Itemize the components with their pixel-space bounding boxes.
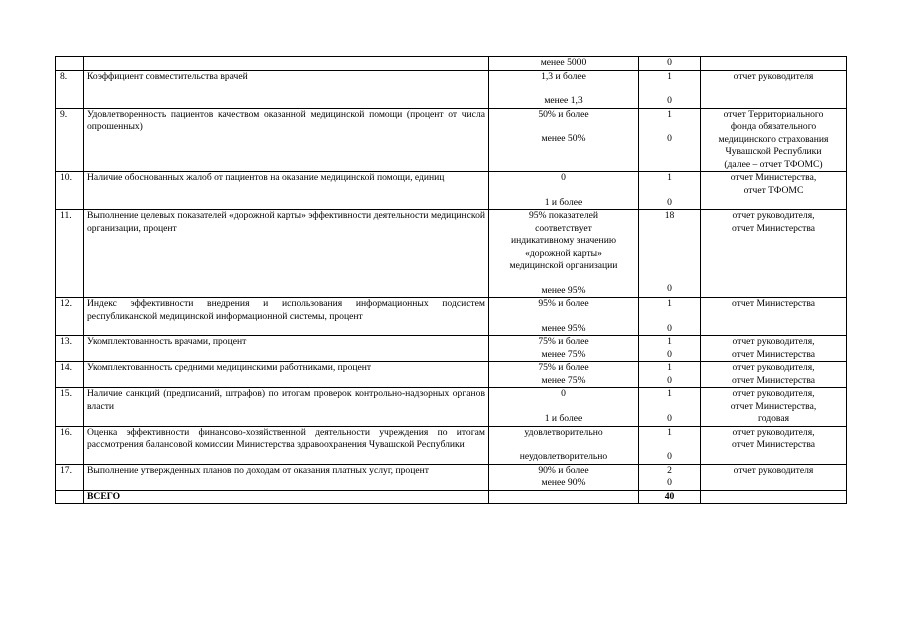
table-row [56,388,847,427]
criterion-score: 1 0 [639,108,701,172]
row-number [56,490,84,504]
criterion-value: 0 1 и более [489,172,639,210]
criterion-score: 1 0 [639,426,701,464]
row-number: 17. [56,464,84,490]
criterion-value: 90% и более менее 90% [489,464,639,490]
criterion-source [701,57,847,71]
table-row [56,298,847,336]
criterion-source: отчет руководителя [701,464,847,490]
criterion-value: 0 1 и более [489,388,639,427]
criterion-name: Выполнение утвержденных планов по доходам от оказания платных услуг, процент [84,464,489,490]
table-row [56,210,847,298]
table-row [56,57,847,71]
criterion-score: 1 0 [639,362,701,388]
criterion-source: отчет руководителя [701,70,847,108]
criteria-table [55,56,847,504]
criterion-source [701,490,847,504]
table-row [56,108,847,172]
criterion-value: 95% и более менее 95% [489,298,639,336]
criterion-value: 75% и более менее 75% [489,362,639,388]
criterion-source: отчет Министерства [701,298,847,336]
criterion-name: Оценка эффективности финансово-хозяйственной деятельности учреждения по итогам рассмотрения балансовой комиссии Министерства здравоохранения Чувашской Республики [84,426,489,464]
criterion-name: Коэффициент совместительства врачей [84,70,489,108]
row-number: 9. [56,108,84,172]
table-row [56,362,847,388]
criterion-source: отчет руководителя, отчет Министерства [701,426,847,464]
criterion-source: отчет руководителя, отчет Министерства, годовая [701,388,847,427]
criterion-value: менее 5000 [489,57,639,71]
criterion-value [489,490,639,504]
criterion-name [84,57,489,71]
criterion-name: Наличие санкций (предписаний, штрафов) по итогам проверок контрольно-надзорных органов власти [84,388,489,427]
criterion-score: 18 0 [639,210,701,298]
total-score: 40 [639,490,701,504]
row-number: 10. [56,172,84,210]
row-number: 11. [56,210,84,298]
row-number: 16. [56,426,84,464]
table-row [56,172,847,210]
row-number: 13. [56,336,84,362]
table-row [56,70,847,108]
criterion-source: отчет руководителя, отчет Министерства [701,210,847,298]
criterion-name: Индекс эффективности внедрения и использования информационных подсистем республиканской медицинской информационной системы, процент [84,298,489,336]
table-row [56,426,847,464]
criterion-name: Удовлетворенность пациентов качеством оказанной медицинской помощи (процент от числа опрошенных) [84,108,489,172]
criterion-score: 1 0 [639,388,701,427]
criterion-name: Выполнение целевых показателей «дорожной карты» эффективности деятельности медицинской организации, процент [84,210,489,298]
row-number: 15. [56,388,84,427]
criterion-source: отчет Министерства, отчет ТФОМС [701,172,847,210]
row-number: 8. [56,70,84,108]
row-number: 12. [56,298,84,336]
criterion-value: 75% и более менее 75% [489,336,639,362]
criterion-value: 1,3 и более менее 1,3 [489,70,639,108]
criterion-name: Наличие обоснованных жалоб от пациентов на оказание медицинской помощи, единиц [84,172,489,210]
criterion-source: отчет руководителя, отчет Министерства [701,336,847,362]
criterion-score: 2 0 [639,464,701,490]
criterion-score: 1 0 [639,70,701,108]
criterion-score: 1 0 [639,336,701,362]
total-label: ВСЕГО [84,490,489,504]
table-row [56,464,847,490]
criterion-source: отчет руководителя, отчет Министерства [701,362,847,388]
criterion-name: Укомплектованность врачами, процент [84,336,489,362]
total-row [56,490,847,504]
criterion-score: 1 0 [639,298,701,336]
criterion-name: Укомплектованность средними медицинскими работниками, процент [84,362,489,388]
criterion-value: удовлетворительно неудовлетворительно [489,426,639,464]
criterion-value: 50% и более менее 50% [489,108,639,172]
criterion-score: 0 [639,57,701,71]
row-number: 14. [56,362,84,388]
table-row [56,336,847,362]
row-number [56,57,84,71]
criterion-source: отчет Территориального фонда обязательного медицинского страхования Чувашской Республики (далее – отчет ТФОМС) [701,108,847,172]
criterion-score: 1 0 [639,172,701,210]
criterion-value: 95% показателей соответствует индикативному значению «дорожной карты» медицинской организации менее 95% [489,210,639,298]
